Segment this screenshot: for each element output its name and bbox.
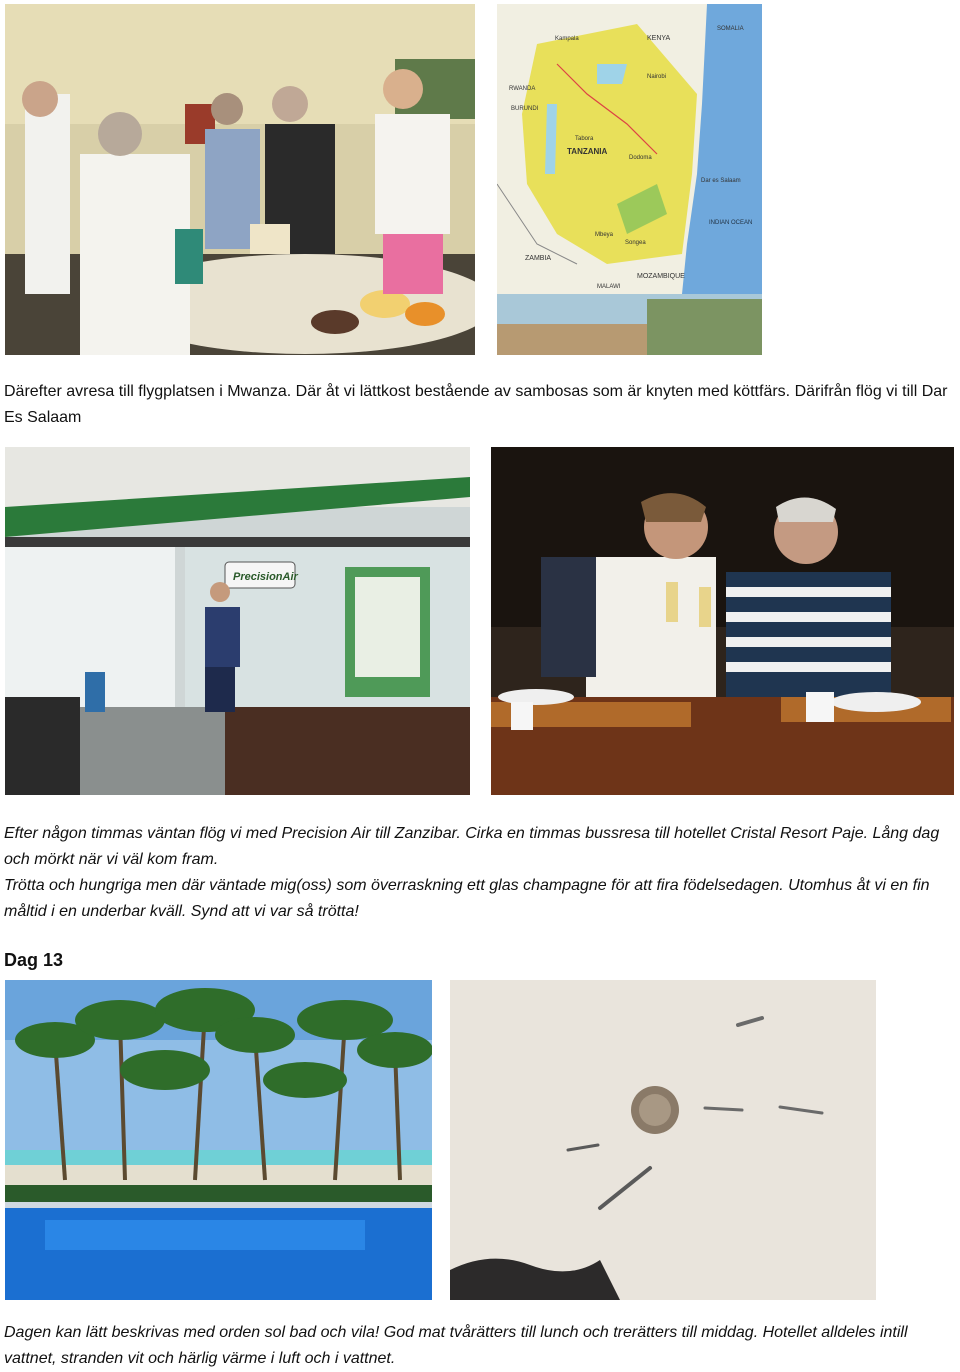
day-heading: Dag 13: [4, 950, 64, 970]
svg-text:Nairobi: Nairobi: [647, 74, 667, 80]
buffet-photo: [5, 4, 475, 355]
svg-text:BURUNDI: BURUNDI: [511, 106, 539, 112]
svg-text:Dar es Salaam: Dar es Salaam: [701, 178, 741, 184]
svg-text:MOZAMBIQUE: MOZAMBIQUE: [637, 273, 685, 280]
airport-photo: [5, 447, 470, 795]
caption-second-line: Trötta och hungriga men där väntade mig(oss) som överraskning ett glas champagne för att fira födelsedagen. Utomhus åt vi en fin måltid i en underbar kväll. Synd att vi var så trötta!: [4, 877, 930, 920]
svg-text:INDIAN OCEAN: INDIAN OCEAN: [709, 220, 753, 226]
map-label-kenya: KENYA: [647, 35, 671, 42]
map-photo: [497, 4, 762, 355]
svg-text:Mbeya: Mbeya: [595, 232, 614, 238]
pool-photo: [5, 980, 432, 1300]
champagne-photo: [491, 447, 954, 795]
caption-first: Därefter avresa till flygplatsen i Mwanza. Där åt vi lättkost bestående av sambosas som är knyten med köttfärs. Därifrån flög vi till Dar Es Salaam: [4, 383, 948, 426]
svg-text:RWANDA: RWANDA: [509, 86, 536, 92]
svg-text:SOMALIA: SOMALIA: [717, 26, 744, 32]
svg-text:Kampala: Kampala: [555, 36, 579, 42]
svg-text:ZAMBIA: ZAMBIA: [525, 255, 552, 262]
svg-text:Tabora: Tabora: [575, 136, 594, 142]
caption-second-line: Efter någon timmas väntan flög vi med Precision Air till Zanzibar. Cirka en timmas bussresa till hotellet Cristal Resort Paje. Lång dag och mörkt när vi väl kom fram.: [4, 825, 940, 868]
sand-photo: [450, 980, 876, 1300]
precision-air-sign: PrecisionAir: [233, 571, 298, 583]
svg-text:Songea: Songea: [625, 240, 646, 246]
caption-third: Dagen kan lätt beskrivas med orden sol bad och vila! God mat tvårätters till lunch och trerätters till middag. Hotellet alldeles intill vattnet, stranden vit och härlig värme i luft och i vattnet.: [4, 1324, 908, 1367]
svg-text:TANZANIA: TANZANIA: [567, 147, 608, 156]
svg-text:MALAWI: MALAWI: [597, 284, 621, 290]
caption-second: [4, 821, 956, 925]
svg-text:Dodoma: Dodoma: [629, 155, 652, 161]
